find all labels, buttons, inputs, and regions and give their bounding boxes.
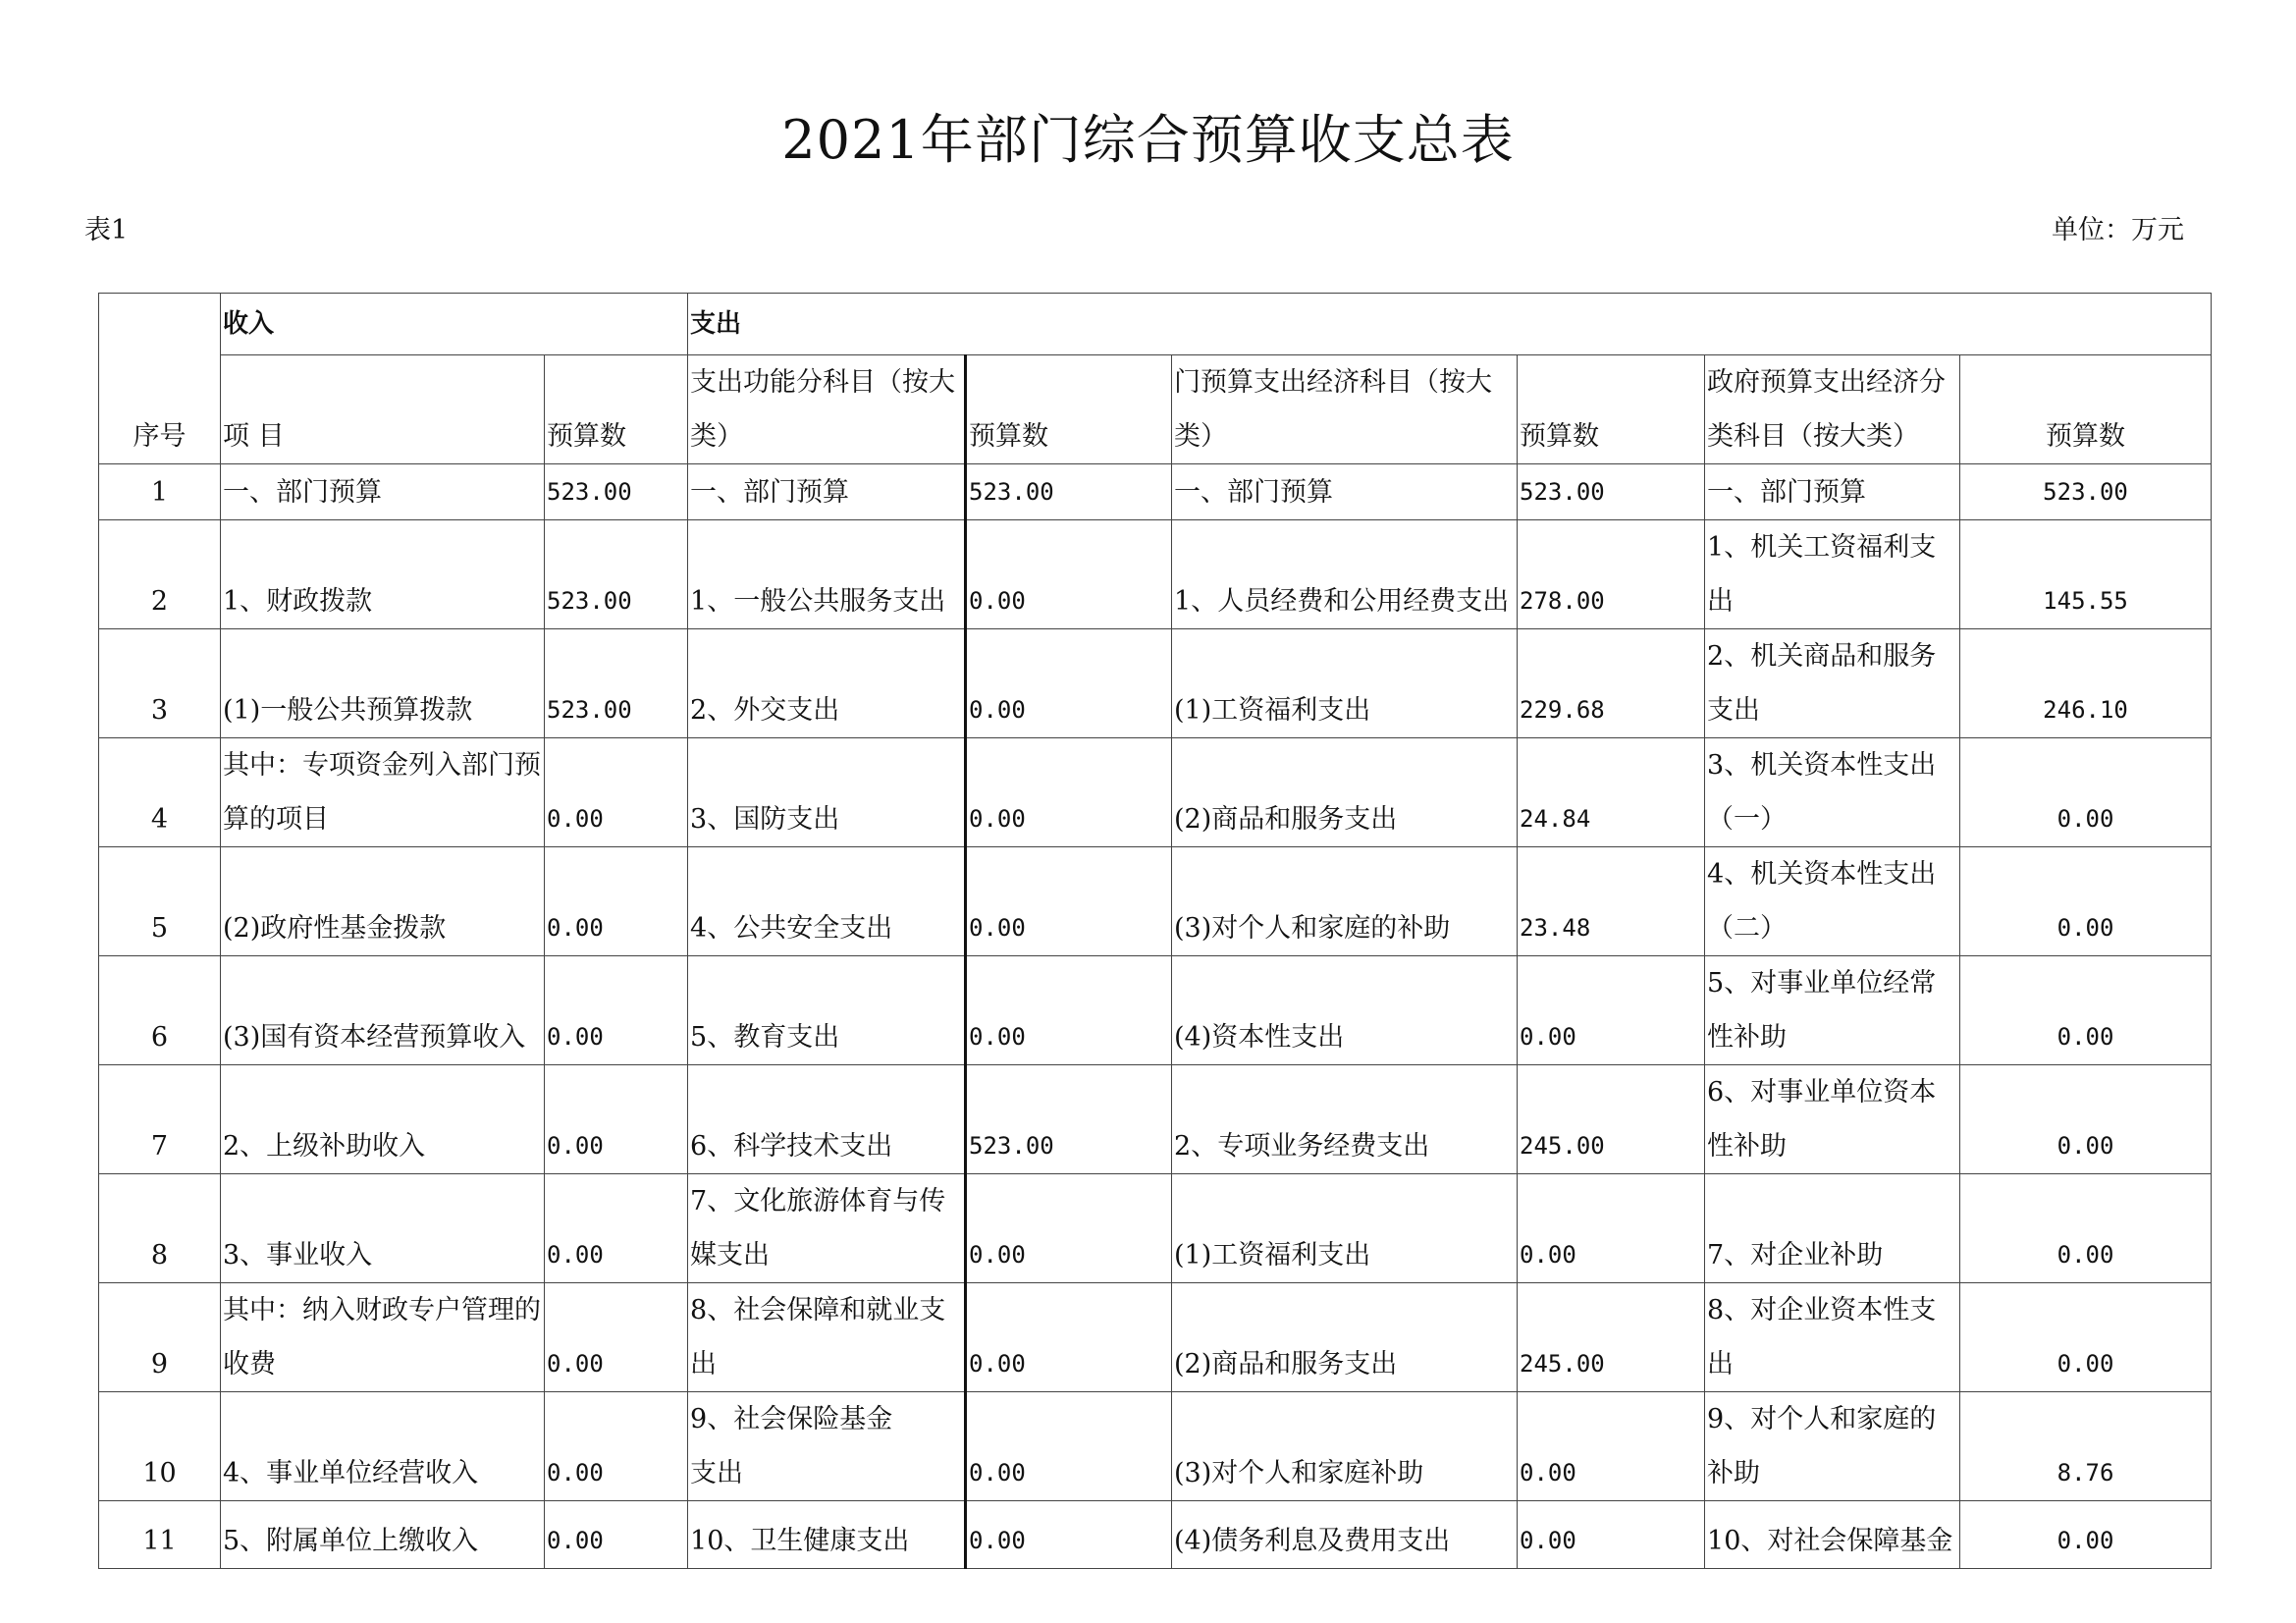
row-func-subject: 2、外交支出 [688, 629, 966, 738]
table-row [99, 1283, 2212, 1392]
row-func-subject: 8、社会保障和就业支出 [688, 1283, 966, 1392]
table-row [99, 738, 2212, 847]
row-dept-econ-budget: 229.68 [1518, 629, 1705, 738]
row-income-item: (3)国有资本经营预算收入 [221, 956, 545, 1065]
row-func-budget: 0.00 [966, 520, 1172, 629]
row-gov-econ-subject: 10、对社会保障基金 [1705, 1501, 1960, 1569]
row-func-budget: 0.00 [966, 738, 1172, 847]
table-number: 表1 [84, 215, 129, 245]
row-income-item: 一、部门预算 [221, 464, 545, 520]
row-dept-econ-budget: 0.00 [1518, 1392, 1705, 1501]
row-func-budget: 0.00 [966, 1174, 1172, 1283]
row-func-subject: 1、一般公共服务支出 [688, 520, 966, 629]
row-income-budget: 0.00 [545, 1392, 688, 1501]
row-func-subject: 10、卫生健康支出 [688, 1501, 966, 1569]
row-dept-econ-budget: 0.00 [1518, 1501, 1705, 1569]
row-income-budget: 0.00 [545, 1283, 688, 1392]
row-dept-econ-budget: 0.00 [1518, 1174, 1705, 1283]
row-seq: 3 [99, 629, 221, 738]
row-dept-econ-subject: (3)对个人和家庭的补助 [1172, 847, 1518, 956]
row-income-item: 3、事业收入 [221, 1174, 545, 1283]
row-income-item: (2)政府性基金拨款 [221, 847, 545, 956]
budget-header-3: 预算数 [1518, 355, 1705, 464]
row-gov-econ-subject: 一、部门预算 [1705, 464, 1960, 520]
row-seq: 5 [99, 847, 221, 956]
row-income-budget: 523.00 [545, 520, 688, 629]
row-gov-econ-budget: 246.10 [1960, 629, 2212, 738]
row-income-budget: 0.00 [545, 956, 688, 1065]
row-func-subject: 9、社会保险基金支出 [688, 1392, 966, 1501]
row-dept-econ-subject: (2)商品和服务支出 [1172, 1283, 1518, 1392]
row-gov-econ-budget: 0.00 [1960, 1501, 2212, 1569]
row-func-subject: 5、教育支出 [688, 956, 966, 1065]
row-func-subject: 4、公共安全支出 [688, 847, 966, 956]
row-dept-econ-subject: 1、人员经费和公用经费支出 [1172, 520, 1518, 629]
row-gov-econ-subject: 9、对个人和家庭的补助 [1705, 1392, 1960, 1501]
budget-header-4: 预算数 [1960, 355, 2212, 464]
page-title: 2021年部门综合预算收支总表 [781, 109, 1515, 171]
table-row [99, 956, 2212, 1065]
row-income-budget: 523.00 [545, 629, 688, 738]
row-income-item: 其中：专项资金列入部门预算的项目 [221, 738, 545, 847]
row-seq: 8 [99, 1174, 221, 1283]
row-dept-econ-budget: 278.00 [1518, 520, 1705, 629]
row-dept-econ-subject: (1)工资福利支出 [1172, 629, 1518, 738]
expense-header: 支出 [688, 294, 2212, 355]
row-income-item: 1、财政拨款 [221, 520, 545, 629]
row-dept-econ-subject: (4)资本性支出 [1172, 956, 1518, 1065]
budget-header-1: 预算数 [545, 355, 688, 464]
table-row [99, 847, 2212, 956]
unit-label: 单位：万元 [2052, 215, 2184, 245]
row-gov-econ-budget: 0.00 [1960, 847, 2212, 956]
table-row [99, 629, 2212, 738]
func-subject-header: 支出功能分科目（按大类） [688, 355, 966, 464]
row-gov-econ-subject: 3、机关资本性支出（一） [1705, 738, 1960, 847]
row-gov-econ-subject: 4、机关资本性支出（二） [1705, 847, 1960, 956]
row-gov-econ-budget: 0.00 [1960, 1174, 2212, 1283]
row-income-budget: 0.00 [545, 1065, 688, 1174]
row-gov-econ-subject: 5、对事业单位经常性补助 [1705, 956, 1960, 1065]
row-gov-econ-subject: 6、对事业单位资本性补助 [1705, 1065, 1960, 1174]
row-func-budget: 523.00 [966, 1065, 1172, 1174]
item-header: 项 目 [221, 355, 545, 464]
row-dept-econ-subject: (4)债务利息及费用支出 [1172, 1501, 1518, 1569]
row-seq: 1 [99, 464, 221, 520]
table-row [99, 1065, 2212, 1174]
row-income-item: 其中：纳入财政专户管理的收费 [221, 1283, 545, 1392]
row-gov-econ-budget: 145.55 [1960, 520, 2212, 629]
row-seq: 10 [99, 1392, 221, 1501]
row-gov-econ-budget: 523.00 [1960, 464, 2212, 520]
row-func-budget: 0.00 [966, 629, 1172, 738]
row-dept-econ-subject: (1)工资福利支出 [1172, 1174, 1518, 1283]
row-income-item: 4、事业单位经营收入 [221, 1392, 545, 1501]
row-income-item: 2、上级补助收入 [221, 1065, 545, 1174]
row-dept-econ-budget: 23.48 [1518, 847, 1705, 956]
row-func-subject: 6、科学技术支出 [688, 1065, 966, 1174]
row-func-subject: 一、部门预算 [688, 464, 966, 520]
row-dept-econ-budget: 24.84 [1518, 738, 1705, 847]
row-dept-econ-budget: 245.00 [1518, 1065, 1705, 1174]
row-seq: 4 [99, 738, 221, 847]
row-seq: 6 [99, 956, 221, 1065]
row-gov-econ-budget: 0.00 [1960, 1283, 2212, 1392]
row-func-budget: 0.00 [966, 956, 1172, 1065]
row-func-budget: 523.00 [966, 464, 1172, 520]
row-gov-econ-budget: 0.00 [1960, 738, 2212, 847]
row-income-budget: 523.00 [545, 464, 688, 520]
row-gov-econ-budget: 8.76 [1960, 1392, 2212, 1501]
row-seq: 2 [99, 520, 221, 629]
table-row [99, 1501, 2212, 1569]
row-dept-econ-subject: 2、专项业务经费支出 [1172, 1065, 1518, 1174]
row-dept-econ-budget: 523.00 [1518, 464, 1705, 520]
row-seq: 9 [99, 1283, 221, 1392]
row-func-subject: 3、国防支出 [688, 738, 966, 847]
row-seq: 11 [99, 1501, 221, 1569]
row-gov-econ-budget: 0.00 [1960, 1065, 2212, 1174]
table-row [99, 464, 2212, 520]
row-income-budget: 0.00 [545, 738, 688, 847]
row-gov-econ-budget: 0.00 [1960, 956, 2212, 1065]
budget-summary-table [98, 293, 2212, 1569]
row-income-budget: 0.00 [545, 847, 688, 956]
row-gov-econ-subject: 7、对企业补助 [1705, 1174, 1960, 1283]
row-income-item: (1)一般公共预算拨款 [221, 629, 545, 738]
row-dept-econ-subject: (3)对个人和家庭补助 [1172, 1392, 1518, 1501]
row-seq: 7 [99, 1065, 221, 1174]
table-row [99, 1392, 2212, 1501]
header-row-columns [99, 355, 2212, 464]
row-dept-econ-subject: 一、部门预算 [1172, 464, 1518, 520]
row-gov-econ-subject: 2、机关商品和服务支出 [1705, 629, 1960, 738]
row-func-subject: 7、文化旅游体育与传媒支出 [688, 1174, 966, 1283]
budget-header-2: 预算数 [966, 355, 1172, 464]
row-dept-econ-budget: 245.00 [1518, 1283, 1705, 1392]
row-gov-econ-subject: 1、机关工资福利支出 [1705, 520, 1960, 629]
row-func-budget: 0.00 [966, 1392, 1172, 1501]
seq-header: 序号 [99, 294, 221, 464]
row-func-budget: 0.00 [966, 1283, 1172, 1392]
table-row [99, 1174, 2212, 1283]
header-row-group [99, 294, 2212, 355]
gov-econ-subject-header: 政府预算支出经济分类科目（按大类） [1705, 355, 1960, 464]
table-row [99, 520, 2212, 629]
dept-econ-subject-header: 门预算支出经济科目（按大类） [1172, 355, 1518, 464]
row-income-item: 5、附属单位上缴收入 [221, 1501, 545, 1569]
row-dept-econ-subject: (2)商品和服务支出 [1172, 738, 1518, 847]
income-header: 收入 [221, 294, 688, 355]
row-dept-econ-budget: 0.00 [1518, 956, 1705, 1065]
row-income-budget: 0.00 [545, 1174, 688, 1283]
row-func-budget: 0.00 [966, 847, 1172, 956]
row-gov-econ-subject: 8、对企业资本性支出 [1705, 1283, 1960, 1392]
row-income-budget: 0.00 [545, 1501, 688, 1569]
row-func-budget: 0.00 [966, 1501, 1172, 1569]
